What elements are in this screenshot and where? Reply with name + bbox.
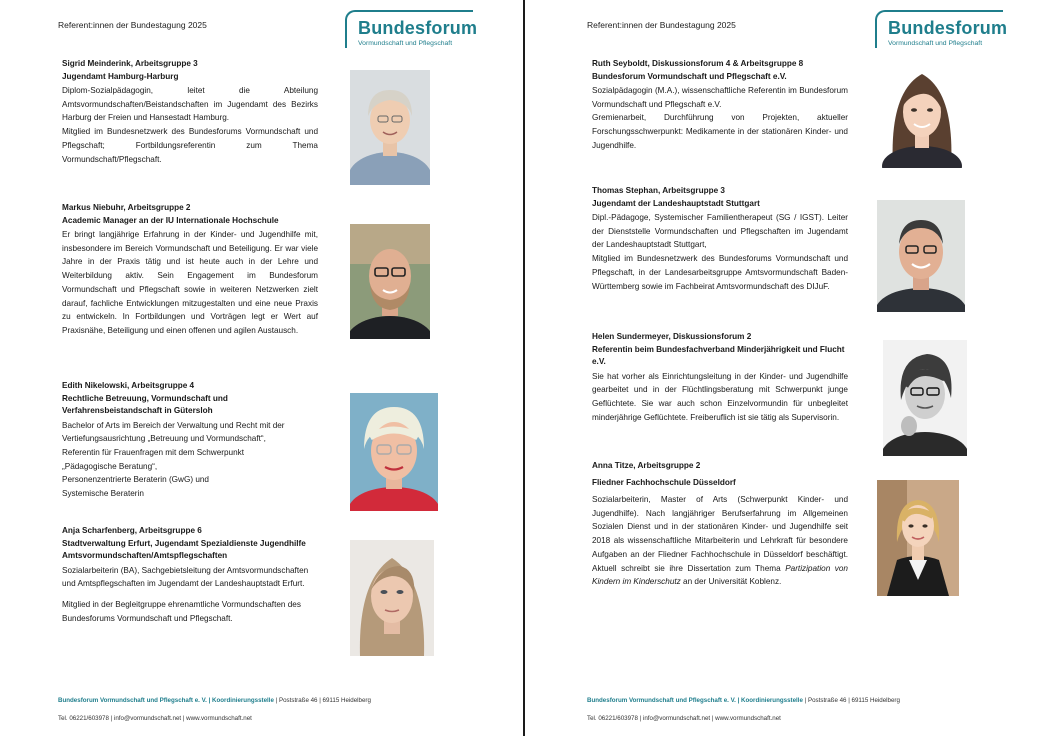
speaker-organization: Fliedner Fachhochschule Düsseldorf bbox=[592, 477, 736, 487]
bio-paragraph bbox=[592, 493, 848, 589]
speaker-name: Edith Nikelowski, Arbeitsgruppe 4 bbox=[62, 381, 195, 390]
bio-paragraph: „Pädagogische Beratung“, bbox=[62, 461, 158, 471]
bio-paragraph: Gremienarbeit, Durchführung von Projekten, aktueller Forschungsschwerpunkt: Medikamente in der stationären Kinder- und Jugendhilfe. bbox=[592, 113, 848, 150]
footer-contact: Tel. 06221/603978 | info@vormundschaft.net | www.vormundschaft.net bbox=[587, 715, 781, 722]
speaker-photo bbox=[350, 70, 430, 185]
speaker-photo bbox=[881, 62, 963, 168]
bio-text: Sozialarbeiterin, Master of Arts (Schwerpunkt Kinder- und Jugendhilfe). Nach langjähriger Berufserfahrung im Allgemeinen Sozialen Dienst und in der stationären Kinder- und Jugendhilfe seit 2018 als wissenschaftliche Mitarbeiterin und Lehrkraft für besondere Aufgaben an der Fliedner Fachhochschule in Düsseldorf beschäftigt. Aktuell schreibt sie ihre Dissertation zum Thema bbox=[592, 495, 848, 573]
bio-text: an der Universität Koblenz. bbox=[680, 577, 782, 587]
bio-paragraph: Personenzentrierte Beraterin (GwG) und bbox=[62, 475, 209, 485]
speaker-organization: Stadtverwaltung Erfurt, Jugendamt Spezialdienste Jugendhilfe Amtsvormundschaften/Amtspflegschaften bbox=[62, 538, 306, 560]
left-page bbox=[0, 0, 523, 736]
bio-paragraph: Mitglied im Bundesnetzwerk des Bundesforums Vormundschaft und Pflegschaft; Fortbildungsreferentin zum Thema Vormundschaft/Pflegschaft. bbox=[62, 127, 318, 164]
logo-main-text: Bundesforum bbox=[888, 18, 1008, 38]
right-page bbox=[525, 0, 1047, 736]
footer-org: Bundesforum Vormundschaft und Pflegschaft e. V. | Koordinierungsstelle bbox=[58, 697, 274, 704]
header-label: Referent:innen der Bundestagung 2025 bbox=[58, 20, 207, 30]
bio-paragraph: Dipl.-Pädagoge, Systemischer Familientherapeut (SG / IGST). Leiter der Dienststelle Vormundschaften und Pflegschaften im Jugendamt der Landeshauptstadt Stuttgart, bbox=[592, 213, 848, 250]
speaker-entry bbox=[592, 460, 848, 589]
bio-paragraph: Sozialarbeiterin (BA), Sachgebietsleitung der Amtsvormundschaften und Amtspflegschaften im Jugendamt der Landeshauptstadt Erfurt. bbox=[62, 565, 309, 589]
logo-sub-text: Vormundschaft und Pflegschaft bbox=[358, 40, 453, 47]
speaker-bio bbox=[62, 419, 318, 501]
speaker-bio bbox=[592, 211, 848, 293]
speaker-photo bbox=[350, 540, 434, 656]
speaker-entry bbox=[62, 380, 318, 501]
speaker-bio bbox=[592, 84, 848, 153]
footer-address bbox=[587, 697, 900, 704]
speaker-entry bbox=[62, 202, 318, 338]
speaker-organization: Referentin beim Bundesfachverband Minderjährigkeit und Flucht e.V. bbox=[592, 344, 845, 366]
speaker-name: Thomas Stephan, Arbeitsgruppe 3 bbox=[592, 186, 725, 195]
bio-paragraph: Bachelor of Arts im Bereich der Verwaltung und Recht mit der Vertiefungsausrichtung „Betreuung und Vormundschaft“, bbox=[62, 420, 285, 444]
speaker-name: Ruth Seyboldt, Diskussionsforum 4 & Arbeitsgruppe 8 bbox=[592, 59, 804, 68]
header-label: Referent:innen der Bundestagung 2025 bbox=[587, 20, 736, 30]
speaker-photo bbox=[877, 200, 965, 312]
speaker-bio bbox=[62, 84, 318, 166]
speaker-photo bbox=[877, 480, 959, 596]
bio-paragraph: Mitglied im Bundesnetzwerk des Bundesforums Vormundschaft und Pflegschaft, in der Landesarbeitsgruppe Amtsvormundschaft Baden-Württemberg sowie im Fachbeirat Amtsvormundschaft des DIJuF. bbox=[592, 254, 848, 291]
bio-paragraph: Sozialpädagogin (M.A.), wissenschaftliche Referentin im Bundesforum Vormundschaft und Pflegschaft e.V. bbox=[592, 86, 848, 109]
footer-street: | Poststraße 46 | 69115 Heidelberg bbox=[802, 697, 900, 704]
speaker-organization: Bundesforum Vormundschaft und Pflegschaft e.V. bbox=[592, 71, 787, 81]
speaker-photo bbox=[350, 393, 438, 511]
footer-org: Bundesforum Vormundschaft und Pflegschaft e. V. | Koordinierungsstelle bbox=[587, 697, 803, 704]
speaker-entry bbox=[592, 185, 848, 293]
speaker-bio bbox=[62, 228, 318, 338]
speaker-entry bbox=[592, 58, 848, 153]
bio-paragraph: Er bringt langjährige Erfahrung in der Kinder- und Jugendhilfe mit, insbesondere im Bereich Vormundschaft und Beteiligung. Er war viele Jahre in der Praxis tätig und ist heute auch in der Lehre und Weiterbildung aktiv. Sein Engagement im Bundesforum Vormundschaft und Pflegschaft sowie in weiteren Netzwerken zielt darauf, fachliche Entwicklungen mitzugestalten und eine neue Praxis zu entwickeln. In Fortbildungen und Vorträgen legt er Wert auf Praxisnähe, Beteiligung und einen offenen und agilen Austausch. bbox=[62, 230, 318, 335]
speaker-entry bbox=[62, 58, 318, 166]
dissertation-title: Partizipation von Kindern im Kinderschutz bbox=[592, 563, 848, 587]
speaker-bio bbox=[592, 493, 848, 589]
bio-paragraph: Diplom-Sozialpädagogin, leitet die Abteilung Amtsvormundschaften/Beistandschaften im Jugendamt des Bezirks Harburg der Freien und Hansestadt Hamburg. bbox=[62, 86, 318, 123]
speaker-organization: Rechtliche Betreuung, Vormundschaft und Verfahrensbeistandschaft in Gütersloh bbox=[62, 393, 228, 415]
footer-contact: Tel. 06221/603978 | info@vormundschaft.net | www.vormundschaft.net bbox=[58, 715, 252, 722]
logo-sub-text: Vormundschaft und Pflegschaft bbox=[888, 40, 983, 47]
speaker-name: Markus Niebuhr, Arbeitsgruppe 2 bbox=[62, 203, 191, 212]
speaker-organization: Jugendamt Hamburg-Harburg bbox=[62, 71, 179, 81]
speaker-name: Anja Scharfenberg, Arbeitsgruppe 6 bbox=[62, 526, 202, 535]
speaker-bio bbox=[62, 564, 318, 626]
speaker-name: Anna Titze, Arbeitsgruppe 2 bbox=[592, 461, 701, 470]
footer-street: | Poststraße 46 | 69115 Heidelberg bbox=[273, 697, 371, 704]
bio-paragraph: Referentin für Frauenfragen mit dem Schwerpunkt bbox=[62, 447, 245, 457]
bio-paragraph: Systemische Beraterin bbox=[62, 489, 144, 499]
speaker-name: Sigrid Meinderink, Arbeitsgruppe 3 bbox=[62, 59, 198, 68]
speaker-entry bbox=[62, 525, 318, 625]
bundesforum-logo bbox=[345, 10, 478, 48]
speaker-photo bbox=[883, 340, 967, 456]
speaker-photo bbox=[350, 224, 430, 339]
speaker-entry bbox=[592, 331, 848, 424]
bundesforum-logo bbox=[875, 10, 1008, 48]
logo-main-text: Bundesforum bbox=[358, 18, 478, 38]
footer-address bbox=[58, 697, 371, 704]
speaker-organization: Academic Manager an der IU Internationale Hochschule bbox=[62, 215, 279, 225]
speaker-bio bbox=[592, 370, 848, 425]
bio-paragraph: Mitglied in der Begleitgruppe ehrenamtliche Vormundschaften des Bundesforums Vormundschaft und Pflegschaft. bbox=[62, 599, 301, 623]
speaker-name: Helen Sundermeyer, Diskussionsforum 2 bbox=[592, 332, 752, 341]
bio-paragraph: Sie hat vorher als Einrichtungsleitung in der Kinder- und Jugendhilfe gearbeitet und in der Flüchtlingsberatung mit Schwerpunkt junge Geflüchtete. Sie war auch schon Einzelvormundin für unbegleitet minderjährige Geflüchtete. Freiberuflich ist sie tätig als Supervisorin. bbox=[592, 371, 848, 422]
speaker-organization: Jugendamt der Landeshauptstadt Stuttgart bbox=[592, 198, 760, 208]
